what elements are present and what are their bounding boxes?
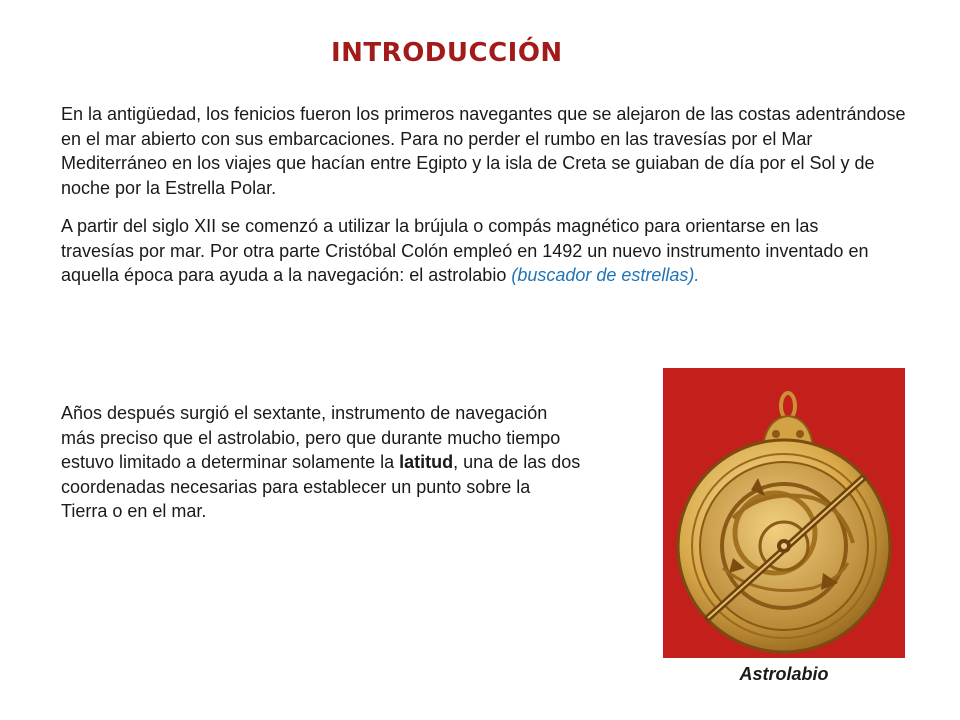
astrolabe-meaning-note: (buscador de estrellas). bbox=[511, 265, 700, 285]
intro-paragraph-phoenicians: En la antigüedad, los fenicios fueron los primeros navegantes que se alejaron de las costas adentrándose en el mar abierto con sus embarcaciones. Para no perder el rumbo en las travesías por el Mar Mediterráneo en los viajes que hacían entre Egipto y la isla de Creta se guiaban de día por el Sol y de noche por la Estrella Polar. bbox=[61, 104, 906, 198]
latitude-term: latitud bbox=[399, 452, 454, 472]
intro-paragraph-sextant bbox=[61, 401, 581, 524]
sextant-paragraph-end: , una de las dos coordenadas necesarias para establecer un punto sobre la Tierra o en el mar. bbox=[61, 452, 581, 521]
intro-paragraph-compass bbox=[61, 214, 891, 288]
compass-paragraph-text: A partir del siglo XII se comenzó a utilizar la brújula o compás magnético para orientarse en las travesías por mar. Por otra parte Cristóbal Colón empleó en 1492 un nuevo instrumento inventado en aquella época para ayuda a la navegación: el astrolabio bbox=[61, 216, 869, 285]
figure-caption: Astrolabio bbox=[739, 664, 829, 684]
astrolabe-illustration bbox=[663, 368, 905, 658]
sextant-paragraph-text: Años después surgió el sextante, instrumento de navegación más preciso que el astrolabio, pero que durante mucho tiempo estuvo limitado a determinar solamente la bbox=[61, 403, 561, 472]
astrolabe-image bbox=[663, 368, 905, 658]
page-title: INTRODUCCIÓN bbox=[331, 38, 563, 68]
